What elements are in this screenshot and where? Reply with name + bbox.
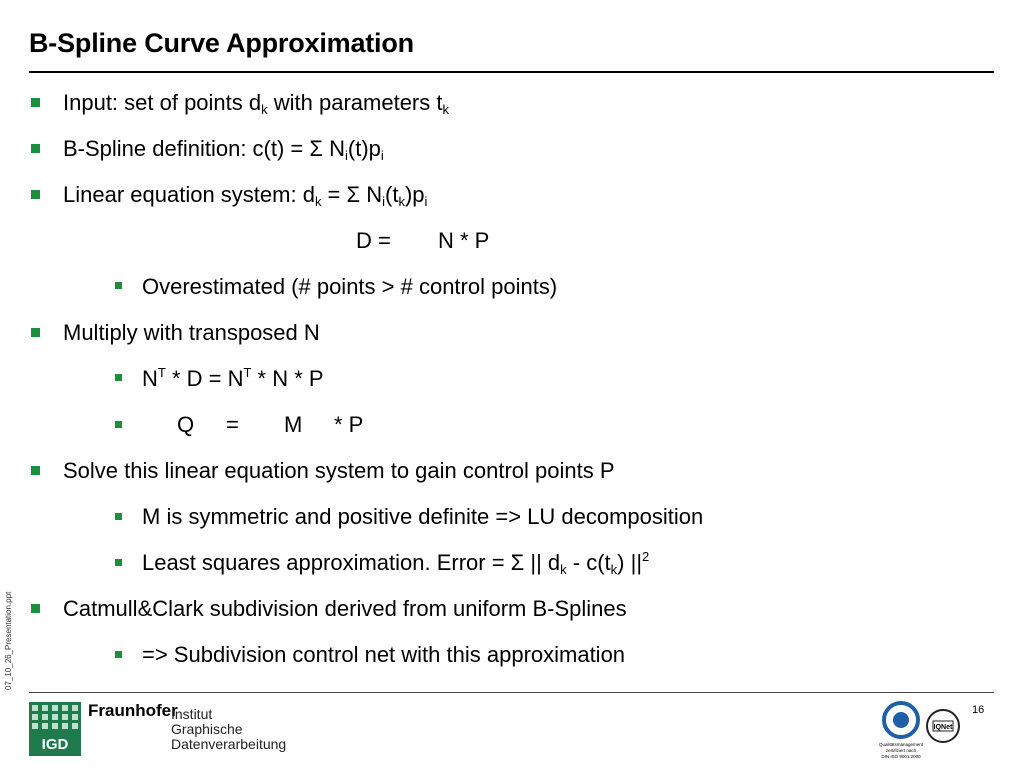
cert-line-2: zertifiziert nach [885, 748, 917, 753]
equation-m: M [284, 412, 303, 437]
sub-bullet [115, 282, 122, 289]
institute-name: Institut Graphische Datenverarbeitung [171, 706, 287, 752]
igd-logo-label: IGD [29, 733, 81, 756]
bullet-text-input: Input: set of points $d_k$ with parameters $t_k$ [63, 90, 449, 117]
bullet [31, 328, 40, 337]
certification-badge-icon [879, 700, 963, 762]
sub-bullet [115, 651, 122, 658]
cert-line-1: Qualitätsmanagement [879, 742, 924, 747]
equation-eq: = [226, 412, 239, 437]
bullet [31, 604, 40, 613]
bullet-text-catmull-clark: Catmull&Clark subdivision derived from uniform B-Splines [63, 596, 627, 621]
slide-title: B-Spline Curve Approximation [29, 28, 414, 58]
bullet-text-linear-system: Linear equation system: $d_k = \Sigma$ $N_i(t_k)p_i$ [63, 182, 428, 209]
bullet-text-definition: B-Spline definition: c(t) = Σ $N_i(t)p_i$ [63, 136, 384, 163]
file-name-label: 07_10_26_Presentation.ppt [4, 591, 13, 690]
sub-bullet-text-least-squares: Least squares approximation. Error = Σ || $d_k - c(t_k)$ $||^2$ [142, 549, 650, 577]
sub-bullet [115, 513, 122, 520]
sub-bullet-text-overestimated: Overestimated (# points > # control points) [142, 274, 558, 299]
page-number: 16 [972, 704, 985, 716]
footer-divider [29, 692, 994, 693]
bullet [31, 144, 40, 153]
equation-q: Q [177, 412, 195, 437]
sub-bullet [115, 374, 122, 381]
bullet-text-solve: Solve this linear equation system to gain control points P [63, 458, 615, 483]
title-divider [29, 71, 994, 73]
iqnet-label: IQNet [933, 724, 953, 731]
equation-p: * P [334, 412, 364, 437]
equation-np: N * P [438, 228, 490, 253]
bullet [31, 466, 40, 475]
bullet-text-multiply: Multiply with transposed N [63, 320, 320, 345]
sub-bullet-text-symmetric: M is symmetric and positive definite => LU decomposition [142, 504, 704, 529]
sub-bullet-text-nt-equation: $N^T * D = N^T * N * P$ [142, 365, 324, 391]
bullet [31, 190, 40, 199]
sub-bullet [115, 559, 122, 566]
org-name: Fraunhofer [88, 701, 178, 720]
sub-bullet-text-subdivision: => Subdivision control net with this approximation [142, 642, 626, 667]
bullet [31, 98, 40, 107]
cert-line-3: DIN ISO 9001:2000 [881, 754, 921, 759]
sub-bullet [115, 421, 122, 428]
equation-d: D = [356, 228, 391, 253]
